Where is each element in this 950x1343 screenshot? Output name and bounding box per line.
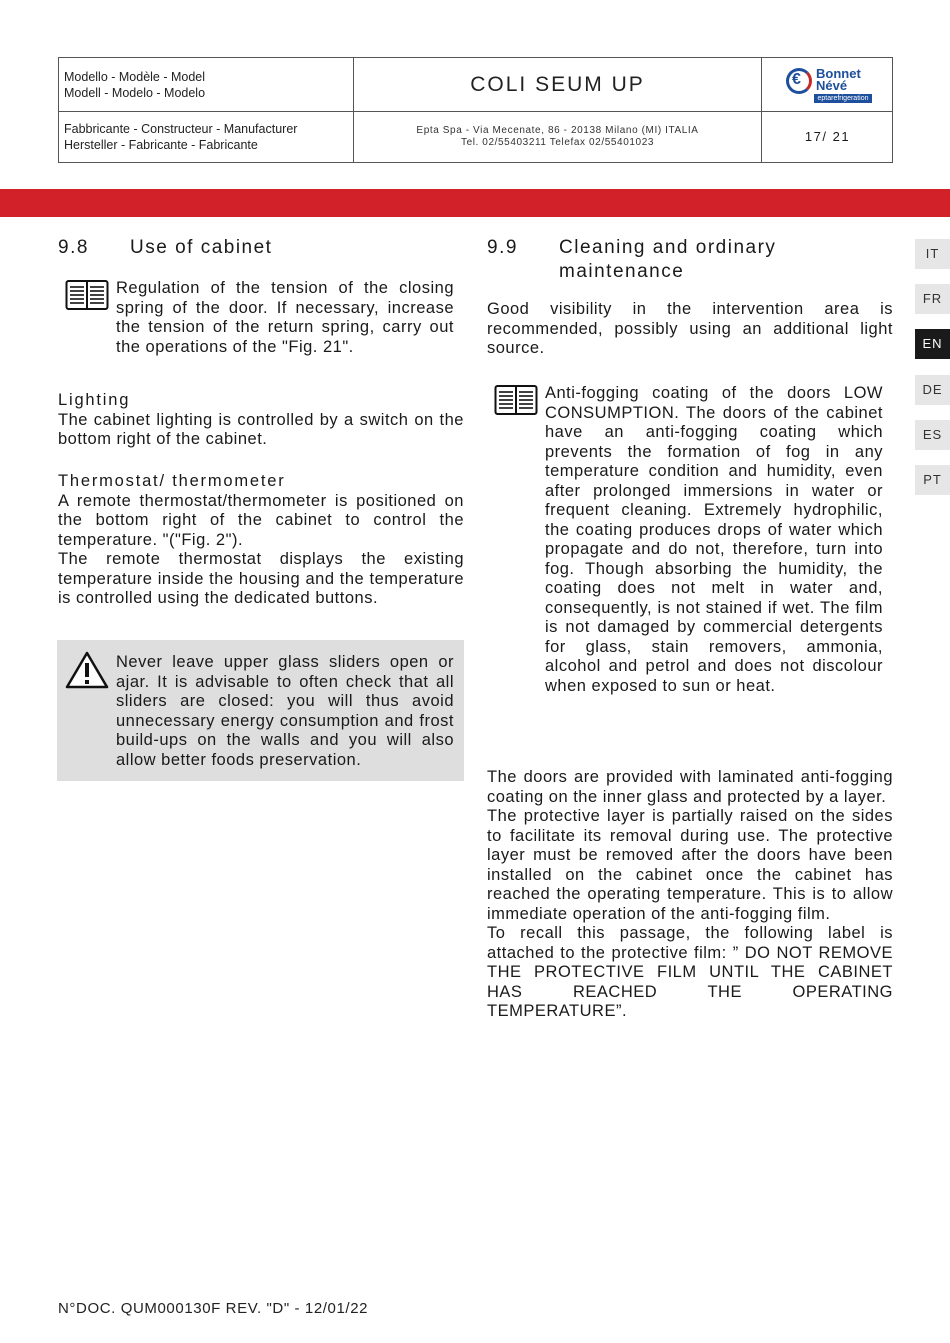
manufacturer-label-line-2: Hersteller - Fabricante - Fabricante (64, 138, 258, 152)
logo-cell (762, 58, 893, 112)
section-title: Cleaning and ordinary maintenance (559, 237, 777, 282)
model-label-cell (59, 58, 354, 112)
red-band (0, 189, 950, 217)
bonnet-neve-logo (786, 64, 872, 106)
lighting-section (58, 391, 464, 450)
book-icon (494, 384, 538, 416)
product-name: COLI SEUM UP (470, 73, 645, 96)
address-line-2: Tel. 02/55403211 Telefax 02/55401023 (460, 137, 655, 148)
section-number: 9.8 (58, 237, 89, 258)
warning-icon (65, 650, 109, 690)
address-cell (354, 112, 762, 162)
product-name-cell (354, 58, 762, 112)
logo-line-2: Névé (816, 78, 848, 93)
lang-tab-de[interactable]: DE (915, 375, 950, 405)
manufacturer-label-line-1: Fabbricante - Constructeur - Manufacturer (64, 122, 298, 136)
warning-box (57, 640, 464, 781)
warning-text: Never leave upper glass sliders open or ajar. It is advisable to often check that all sliders are closed: you will thus avoid unnecessary energy consumption and frost build-ups on the walls and you will also allow better foods preservation. (116, 653, 454, 769)
cleaning-intro: Good visibility in the intervention area is recommended, possibly using an additional light source. (487, 300, 893, 357)
model-label-line-1: Modello - Modèle - Model (64, 70, 206, 84)
address-line-1: Epta Spa - Via Mecenate, 86 - 20138 Milano (MI) ITALIA (416, 125, 699, 136)
anti-fogging-note: Anti-fogging coating of the doors LOW CONSUMPTION. The doors of the cabinet have an anti-fogging coating which prevents the formation of fog in any temperature condition and humidity, even after prolonged immersions in water or frequent cleaning. Extremely hydrophilic, the coating produces drops of water which propagate and do not, therefore, turn into fog. Though absorbing the humidity, the coating does not melt in water and, consequently, is not stained if wet. The film is not damaged by commercial detergents for glass, stain removers, ammonia, alcohol and petrol and does not discolour when exposed to sun or heat. (545, 384, 883, 695)
header-table (58, 57, 893, 163)
logo-tagline: eptarefrigeration (814, 94, 872, 103)
lighting-title: Lighting (58, 391, 131, 409)
section-9-8-heading (58, 236, 458, 262)
section-number: 9.9 (487, 237, 518, 258)
protective-para-1: The doors are provided with laminated anti-fogging coating on the inner glass and protected by a layer. (487, 768, 893, 806)
lang-tab-en[interactable]: EN (915, 329, 950, 359)
page-number: 17/ 21 (804, 129, 851, 144)
protective-layer-section (487, 768, 893, 1022)
protective-para-3: To recall this passage, the following label is attached to the protective film: ” DO NOT REMOVE THE PROTECTIVE FILM UNTIL THE CABINET HAS REACHED THE OPERATING TEMPERATURE”. (487, 924, 893, 1020)
lang-tab-fr[interactable]: FR (915, 284, 950, 314)
lang-tab-es[interactable]: ES (915, 420, 950, 450)
model-label-line-2: Modell - Modelo - Modelo (64, 86, 206, 100)
book-icon (65, 279, 109, 311)
lang-tab-pt[interactable]: PT (915, 465, 950, 495)
logo-mark: € (792, 71, 801, 88)
section-9-9-heading (487, 236, 907, 286)
page-number-cell (762, 112, 893, 162)
thermostat-text-2: The remote thermostat displays the existing temperature inside the housing and the temperature is controlled using the dedicated buttons. (58, 550, 464, 607)
manufacturer-label-cell (59, 112, 354, 162)
thermostat-text-1: A remote thermostat/thermometer is positioned on the bottom right of the cabinet to control the temperature. "("Fig. 2"). (58, 491, 464, 549)
thermostat-title: Thermostat/ thermometer (58, 472, 286, 490)
section-title: Use of cabinet (130, 237, 273, 258)
logo-line-1: Bonnet (816, 66, 861, 81)
door-spring-note: Regulation of the tension of the closing spring of the door. If necessary, increase the tension of the return spring, carry out the operations of the "Fig. 21". (116, 279, 454, 356)
thermostat-section (58, 472, 464, 609)
lighting-text: The cabinet lighting is controlled by a switch on the bottom right of the cabinet. (58, 410, 464, 448)
document-reference: N°DOC. QUM000130F REV. "D" - 12/01/22 (58, 1300, 369, 1317)
protective-para-2: The protective layer is partially raised on the sides to facilitate its removal during use. The protective layer must be removed after the doors have been installed on the cabinet once the cabinet has reached the operating temperature. This is to allow immediate operation of the anti-fogging film. (487, 807, 893, 923)
lang-tab-it[interactable]: IT (915, 239, 950, 269)
